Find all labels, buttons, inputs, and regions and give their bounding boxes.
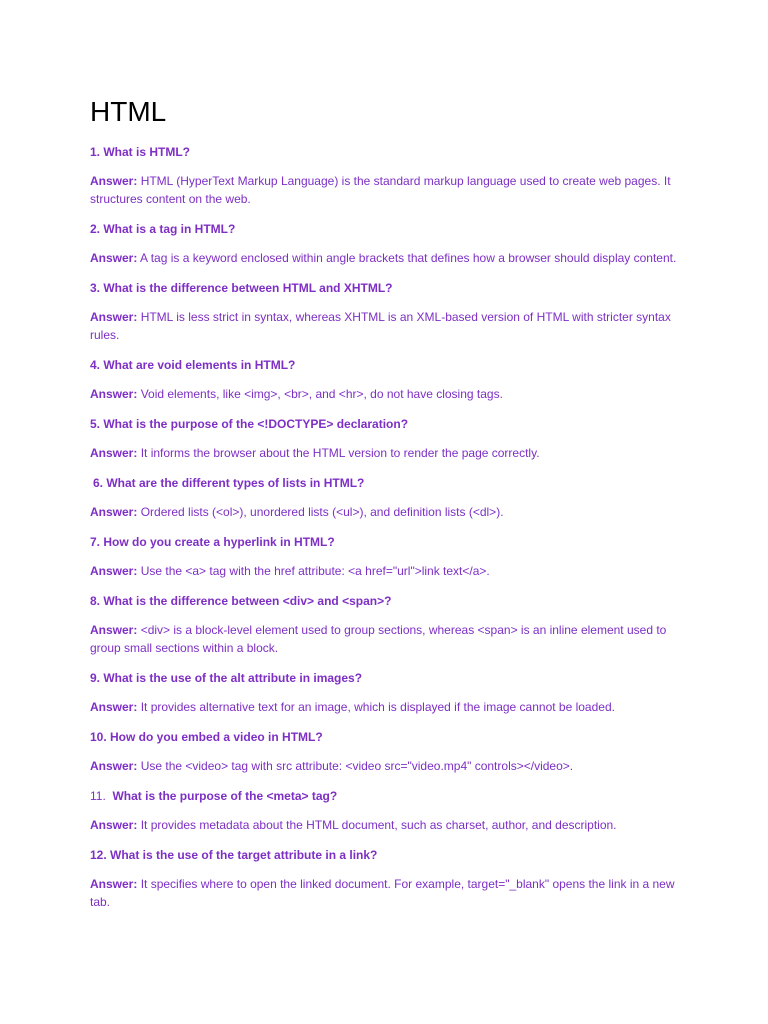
answer-label: Answer: [90,564,138,578]
answer-6 [90,503,678,521]
question-2: 2. What is a tag in HTML? [90,222,236,236]
document-title: HTML [90,96,167,127]
answer-label: Answer: [90,446,138,460]
qa-item-6 [90,474,678,521]
answer-text-10: Use the <video> tag with src attribute: <video src="video.mp4" controls></video>. [140,759,574,773]
answer-7 [90,562,678,580]
answer-text-5: It informs the browser about the HTML version to render the page correctly. [140,446,540,460]
qa-item-2 [90,220,678,267]
qa-item-9 [90,669,678,716]
answer-2 [90,249,678,267]
answer-8 [90,621,678,657]
answer-text-2: A tag is a keyword enclosed within angle brackets that defines how a browser should display content. [140,251,677,265]
answer-12 [90,875,678,911]
question-3: 3. What is the difference between HTML and XHTML? [90,281,393,295]
answer-text-11: It provides metadata about the HTML document, such as charset, author, and description. [140,818,617,832]
answer-11 [90,816,678,834]
question-5: 5. What is the purpose of the <!DOCTYPE> declaration? [90,417,409,431]
qa-item-11 [90,787,678,834]
answer-1 [90,172,678,208]
answer-label: Answer: [90,877,138,891]
answer-10 [90,757,678,775]
qa-item-1 [90,143,678,208]
qa-item-3 [90,279,678,344]
answer-9 [90,698,678,716]
answer-label: Answer: [90,251,138,265]
document-page [90,94,678,911]
answer-label: Answer: [90,623,138,637]
answer-label: Answer: [90,174,138,188]
question-11-number: 11. [90,789,106,803]
answer-text-1: HTML (HyperText Markup Language) is the standard markup language used to create web pages. It structures content on the web. [90,174,671,206]
answer-5 [90,444,678,462]
answer-text-4: Void elements, like <img>, <br>, and <hr>, do not have closing tags. [140,387,503,401]
answer-label: Answer: [90,387,138,401]
question-8: 8. What is the difference between <div> and <span>? [90,594,392,608]
qa-item-8 [90,592,678,657]
answer-text-12: It specifies where to open the linked document. For example, target="_blank" opens the link in a new tab. [90,877,675,909]
qa-item-5 [90,415,678,462]
answer-text-3: HTML is less strict in syntax, whereas XHTML is an XML-based version of HTML with stricter syntax rules. [90,310,671,342]
answer-text-8: <div> is a block-level element used to group sections, whereas <span> is an inline element used to group small sections within a block. [90,623,667,655]
answer-text-6: Ordered lists (<ol>), unordered lists (<ul>), and definition lists (<dl>). [140,505,504,519]
answer-4 [90,385,678,403]
answer-label: Answer: [90,759,138,773]
question-6: 6. What are the different types of lists in HTML? [93,476,365,490]
answer-text-9: It provides alternative text for an image, which is displayed if the image cannot be loaded. [140,700,615,714]
answer-label: Answer: [90,505,138,519]
question-7: 7. How do you create a hyperlink in HTML? [90,535,335,549]
question-12: 12. What is the use of the target attribute in a link? [90,848,378,862]
qa-item-10 [90,728,678,775]
qa-item-4 [90,356,678,403]
question-9: 9. What is the use of the alt attribute in images? [90,671,363,685]
answer-label: Answer: [90,310,138,324]
question-11-text: What is the purpose of the <meta> tag? [112,789,338,803]
answer-text-7: Use the <a> tag with the href attribute: <a href="url">link text</a>. [140,564,490,578]
answer-label: Answer: [90,700,138,714]
answer-label: Answer: [90,818,138,832]
qa-item-12 [90,846,678,911]
qa-item-7 [90,533,678,580]
question-4: 4. What are void elements in HTML? [90,358,296,372]
question-10: 10. How do you embed a video in HTML? [90,730,323,744]
question-1: 1. What is HTML? [90,145,190,159]
answer-3 [90,308,678,344]
question-11 [90,787,678,805]
